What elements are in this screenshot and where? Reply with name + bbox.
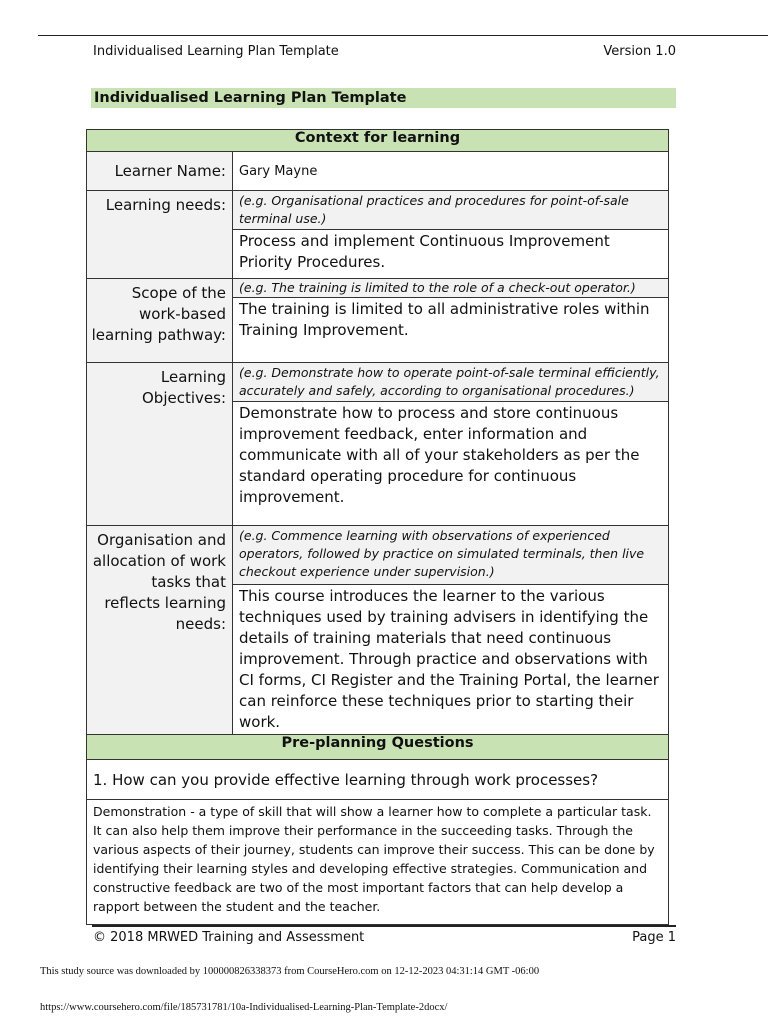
header-title: Individualised Learning Plan Template bbox=[93, 44, 339, 59]
answer-1[interactable]: Demonstration - a type of skill that will show a learner how to complete a particular task. It can also help them improve their performance in the succeeding tasks. Through the various aspects of their journey, students can improve their success. This can be done by identifying their learning styles and developing effective strategies. Communication and constructive feedback are two of the most important factors that can help develop a rapport between the student and the teacher. bbox=[87, 800, 669, 925]
learner-name-label: Learner Name: bbox=[87, 152, 233, 191]
footer-copyright: © 2018 MRWED Training and Assessment bbox=[93, 930, 365, 945]
header-rule bbox=[38, 35, 768, 36]
footer-rule bbox=[92, 925, 676, 927]
organisation-label: Organisation and allocation of work tasks that reflects learning needs: bbox=[87, 526, 233, 735]
objectives-example: (e.g. Demonstrate how to operate point-of-sale terminal efficiently, accurately and safely, according to organisational procedures.) bbox=[233, 363, 669, 402]
objectives-label: Learning Objectives: bbox=[87, 363, 233, 526]
question-1: 1. How can you provide effective learning through work processes? bbox=[87, 760, 669, 800]
scope-example: (e.g. The training is limited to the role of a check-out operator.) bbox=[233, 279, 669, 298]
footer-page-number: Page 1 bbox=[632, 930, 676, 945]
objectives-answer[interactable]: Demonstrate how to process and store continuous improvement feedback, enter information and communicate with all of your stakeholders as per the standard operating procedure for continuous improvement. bbox=[233, 402, 669, 526]
scope-label: Scope of the work-based learning pathway: bbox=[87, 279, 233, 363]
source-notice: This study source was downloaded by 100000826338373 from CourseHero.com on 12-12-2023 04:31:14 GMT -06:00 bbox=[40, 966, 540, 977]
header-version: Version 1.0 bbox=[603, 44, 676, 59]
plan-table bbox=[86, 129, 669, 925]
organisation-example: (e.g. Commence learning with observations of experienced operators, followed by practice on simulated terminals, then live checkout experience under supervision.) bbox=[233, 526, 669, 585]
learner-name-value[interactable]: Gary Mayne bbox=[233, 152, 669, 191]
learning-needs-answer[interactable]: Process and implement Continuous Improvement Priority Procedures. bbox=[233, 230, 669, 279]
context-heading: Context for learning bbox=[87, 130, 669, 152]
organisation-answer[interactable]: This course introduces the learner to the various techniques used by training advisers in identifying the details of training materials that need continuous improvement. Through practice and observations with CI forms, CI Register and the Training Portal, the learner can reinforce these techniques prior to starting their work. bbox=[233, 585, 669, 735]
preplanning-heading: Pre-planning Questions bbox=[87, 735, 669, 760]
source-url[interactable]: https://www.coursehero.com/file/185731781/10a-Individualised-Learning-Plan-Template-2docx/ bbox=[40, 1002, 448, 1013]
scope-answer[interactable]: The training is limited to all administrative roles within Training Improvement. bbox=[233, 298, 669, 363]
page-title: Individualised Learning Plan Template bbox=[91, 88, 676, 108]
learning-needs-label: Learning needs: bbox=[87, 191, 233, 279]
learning-needs-example: (e.g. Organisational practices and procedures for point-of-sale terminal use.) bbox=[233, 191, 669, 230]
